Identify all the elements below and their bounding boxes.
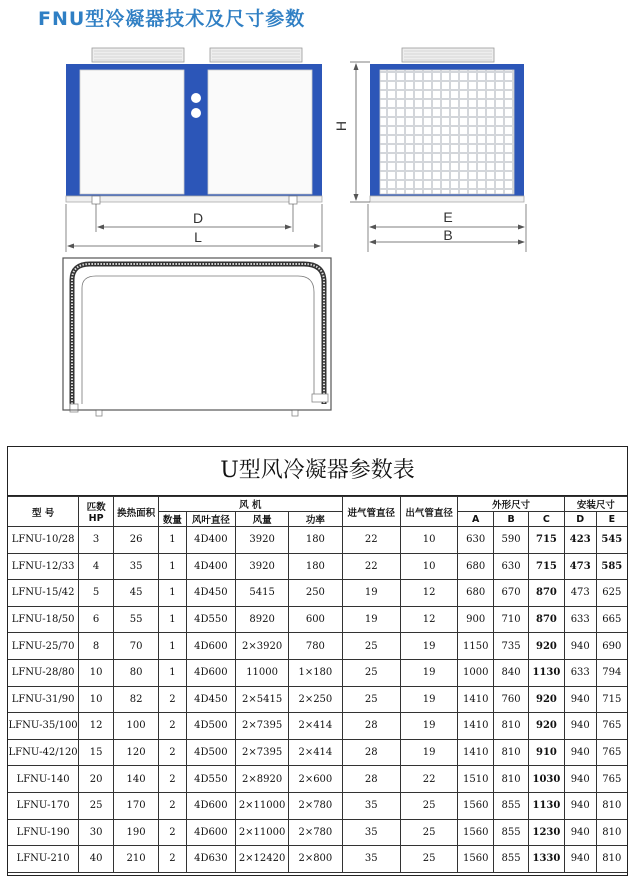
cell-outlet: 12 [400,606,457,633]
cell-inlet: 25 [342,686,400,713]
cell-model: LFNU-140 [8,766,79,793]
cell-inlet: 28 [342,713,400,740]
cell-inlet: 35 [342,846,400,873]
header-fan-diameter: 风叶直径 [186,512,235,527]
header-inlet: 进气管直径 [342,497,400,527]
cell-a: 630 [458,527,494,554]
cell-area: 35 [114,553,159,580]
cell-outlet: 19 [400,713,457,740]
cell-count: 1 [159,527,187,554]
cell-b: 810 [494,766,529,793]
cell-air: 2×3920 [235,633,288,660]
cell-hp: 10 [79,686,114,713]
cell-count: 2 [159,713,187,740]
cell-model: LFNU-31/90 [8,686,79,713]
cell-area: 190 [114,819,159,846]
cell-a: 1410 [458,713,494,740]
header-install: 安装尺寸 [564,497,627,512]
cell-c: 920 [528,633,564,660]
cell-d: 940 [564,739,596,766]
header-outer-c: C [528,512,564,527]
cell-c: 715 [528,553,564,580]
cell-dia: 4D400 [186,527,235,554]
cell-air: 2×7395 [235,739,288,766]
table-row [8,846,627,873]
cell-dia: 4D550 [186,606,235,633]
cell-hp: 10 [79,659,114,686]
table-row [8,686,627,713]
cell-count: 2 [159,739,187,766]
cell-d: 473 [564,553,596,580]
cell-area: 70 [114,633,159,660]
cell-c: 1030 [528,766,564,793]
spec-table [8,496,627,873]
cell-hp: 5 [79,580,114,607]
cell-c: 910 [528,739,564,766]
cell-outlet: 10 [400,527,457,554]
cell-d: 940 [564,846,596,873]
cell-count: 1 [159,633,187,660]
cell-outlet: 19 [400,739,457,766]
cell-a: 1410 [458,739,494,766]
cell-hp: 8 [79,633,114,660]
cell-dia: 4D600 [186,633,235,660]
cell-outlet: 19 [400,686,457,713]
cell-dia: 4D630 [186,846,235,873]
cell-count: 2 [159,792,187,819]
cell-outlet: 25 [400,846,457,873]
cell-hp: 6 [79,606,114,633]
cell-dia: 4D400 [186,553,235,580]
cell-count: 1 [159,606,187,633]
cell-a: 1410 [458,686,494,713]
cell-model: LFNU-12/33 [8,553,79,580]
cell-d: 940 [564,792,596,819]
cell-air: 3920 [235,553,288,580]
cell-d: 473 [564,580,596,607]
cell-power: 180 [289,553,342,580]
cell-outlet: 25 [400,819,457,846]
cell-a: 1510 [458,766,494,793]
cell-a: 680 [458,580,494,607]
cell-dia: 4D450 [186,686,235,713]
cell-e: 810 [596,792,627,819]
cell-model: LFNU-15/42 [8,580,79,607]
cell-dia: 4D600 [186,659,235,686]
cell-dia: 4D500 [186,713,235,740]
header-fan-power: 功率 [289,512,342,527]
table-row [8,739,627,766]
parameter-table [7,446,628,876]
cell-area: 55 [114,606,159,633]
cell-c: 870 [528,606,564,633]
cell-count: 2 [159,846,187,873]
header-fan: 风 机 [159,497,342,512]
front-view [66,48,322,252]
cell-a: 1560 [458,792,494,819]
cell-dia: 4D500 [186,739,235,766]
header-fan-airflow: 风量 [235,512,288,527]
header-model: 型 号 [8,497,79,527]
cell-c: 920 [528,713,564,740]
table-row [8,527,627,554]
cell-e: 585 [596,553,627,580]
cell-air: 11000 [235,659,288,686]
cell-d: 423 [564,527,596,554]
table-row [8,766,627,793]
cell-e: 810 [596,819,627,846]
cell-air: 2×7395 [235,713,288,740]
header-fan-count: 数量 [159,512,187,527]
cell-d: 940 [564,633,596,660]
cell-a: 900 [458,606,494,633]
cell-d: 940 [564,819,596,846]
table-title: U型风冷凝器参数表 [8,447,627,496]
cell-inlet: 28 [342,739,400,766]
cell-power: 180 [289,527,342,554]
cell-hp: 40 [79,846,114,873]
cell-power: 1×180 [289,659,342,686]
cell-hp: 12 [79,713,114,740]
cell-e: 625 [596,580,627,607]
cell-area: 45 [114,580,159,607]
cell-b: 590 [494,527,529,554]
cell-c: 1130 [528,792,564,819]
table-row [8,713,627,740]
cell-e: 545 [596,527,627,554]
cell-air: 5415 [235,580,288,607]
cell-c: 715 [528,527,564,554]
cell-model: LFNU-10/28 [8,527,79,554]
cell-area: 170 [114,792,159,819]
cell-power: 2×250 [289,686,342,713]
cell-air: 2×11000 [235,792,288,819]
cell-b: 735 [494,633,529,660]
header-outer: 外形尺寸 [458,497,565,512]
cell-a: 1560 [458,846,494,873]
cell-d: 940 [564,686,596,713]
cell-count: 1 [159,553,187,580]
cell-power: 2×780 [289,792,342,819]
cell-air: 2×12420 [235,846,288,873]
cell-outlet: 19 [400,633,457,660]
cell-e: 765 [596,739,627,766]
cell-outlet: 19 [400,659,457,686]
cell-hp: 3 [79,527,114,554]
cell-a: 1000 [458,659,494,686]
cell-count: 1 [159,659,187,686]
cell-hp: 15 [79,739,114,766]
cell-air: 2×5415 [235,686,288,713]
cell-inlet: 22 [342,553,400,580]
cell-count: 2 [159,819,187,846]
dim-label-l: L [194,229,202,245]
cell-d: 940 [564,713,596,740]
cell-model: LFNU-210 [8,846,79,873]
header-area: 换热面积 [114,497,159,527]
cell-e: 665 [596,606,627,633]
cell-e: 715 [596,686,627,713]
cell-dia: 4D600 [186,819,235,846]
cell-hp: 20 [79,766,114,793]
header-outlet: 出气管直径 [400,497,457,527]
cell-power: 2×780 [289,819,342,846]
cell-count: 2 [159,686,187,713]
cell-e: 690 [596,633,627,660]
cell-inlet: 28 [342,766,400,793]
cell-inlet: 25 [342,659,400,686]
cell-e: 765 [596,766,627,793]
cell-area: 80 [114,659,159,686]
cell-power: 600 [289,606,342,633]
cell-count: 1 [159,580,187,607]
cell-model: LFNU-18/50 [8,606,79,633]
cell-outlet: 10 [400,553,457,580]
table-row [8,633,627,660]
cell-air: 2×8920 [235,766,288,793]
dim-label-d: D [192,210,204,226]
side-view [333,48,526,252]
cell-e: 765 [596,713,627,740]
table-row [8,553,627,580]
header-install-d: D [564,512,596,527]
cell-c: 1130 [528,659,564,686]
condenser-technical-drawing [0,0,635,430]
cell-area: 26 [114,527,159,554]
cell-inlet: 35 [342,792,400,819]
table-row [8,606,627,633]
header-install-e: E [596,512,627,527]
cell-b: 710 [494,606,529,633]
cell-c: 1230 [528,819,564,846]
cell-dia: 4D600 [186,792,235,819]
dim-label-h: H [333,120,349,132]
table-row [8,819,627,846]
cell-hp: 25 [79,792,114,819]
cell-inlet: 35 [342,819,400,846]
cell-model: LFNU-25/70 [8,633,79,660]
cell-inlet: 22 [342,527,400,554]
cell-power: 2×800 [289,846,342,873]
cell-a: 1150 [458,633,494,660]
cell-c: 920 [528,686,564,713]
cell-b: 670 [494,580,529,607]
cell-power: 780 [289,633,342,660]
cell-a: 680 [458,553,494,580]
cell-c: 1330 [528,846,564,873]
cell-power: 250 [289,580,342,607]
cell-b: 810 [494,739,529,766]
cell-b: 840 [494,659,529,686]
cell-inlet: 25 [342,633,400,660]
cell-b: 630 [494,553,529,580]
header-outer-a: A [458,512,494,527]
cell-model: LFNU-190 [8,819,79,846]
cell-a: 1560 [458,819,494,846]
cell-hp: 4 [79,553,114,580]
cell-area: 120 [114,739,159,766]
cell-air: 8920 [235,606,288,633]
dim-label-b: B [443,227,453,243]
cell-outlet: 22 [400,766,457,793]
cell-b: 760 [494,686,529,713]
cell-model: LFNU-28/80 [8,659,79,686]
top-view [63,258,331,416]
cell-inlet: 19 [342,606,400,633]
cell-model: LFNU-42/120 [8,739,79,766]
cell-c: 870 [528,580,564,607]
cell-dia: 4D450 [186,580,235,607]
cell-b: 855 [494,792,529,819]
cell-hp: 30 [79,819,114,846]
cell-e: 794 [596,659,627,686]
cell-power: 2×600 [289,766,342,793]
cell-model: LFNU-170 [8,792,79,819]
cell-b: 855 [494,819,529,846]
table-row [8,659,627,686]
cell-area: 140 [114,766,159,793]
cell-air: 2×11000 [235,819,288,846]
cell-e: 810 [596,846,627,873]
header-hp: 匹数 HP [79,497,114,527]
cell-area: 210 [114,846,159,873]
dim-label-e: E [443,209,453,225]
cell-d: 940 [564,766,596,793]
cell-d: 633 [564,659,596,686]
cell-count: 2 [159,766,187,793]
cell-outlet: 12 [400,580,457,607]
cell-power: 2×414 [289,739,342,766]
cell-b: 810 [494,713,529,740]
table-row [8,580,627,607]
cell-air: 3920 [235,527,288,554]
cell-power: 2×414 [289,713,342,740]
cell-area: 100 [114,713,159,740]
cell-d: 633 [564,606,596,633]
cell-dia: 4D550 [186,766,235,793]
header-outer-b: B [494,512,529,527]
cell-model: LFNU-35/100 [8,713,79,740]
cell-b: 855 [494,846,529,873]
cell-outlet: 25 [400,792,457,819]
page-title: FNU型冷凝器技术及尺寸参数 [38,8,306,30]
table-row [8,792,627,819]
cell-inlet: 19 [342,580,400,607]
cell-area: 82 [114,686,159,713]
